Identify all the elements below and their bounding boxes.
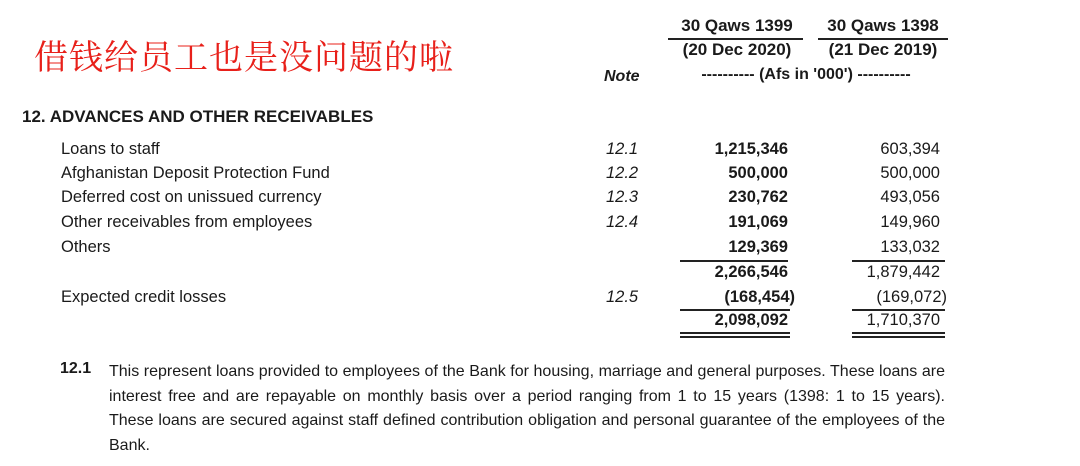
row-current-value: 191,069 — [728, 213, 788, 231]
row-prior-value: 603,394 — [880, 140, 940, 158]
row-current-value: 500,000 — [728, 164, 788, 182]
subtotal-rule-prior — [852, 260, 945, 262]
total-prior-value: 1,710,370 — [866, 311, 940, 329]
note-column-header: Note — [604, 68, 640, 85]
row-label: Loans to staff — [61, 140, 160, 158]
row-label: Afghanistan Deposit Protection Fund — [61, 164, 330, 182]
row-prior-value: (169,072) — [876, 288, 947, 306]
footnote-text: This represent loans provided to employees of the Bank for housing, marriage and general purposes. These loans are interest free and are repayable on monthly basis over a period ranging from 1 to 15 years (1398: 1 to 15 years). These loans are secured against staff defined contribution obligation and personal guarantee of the employees of the Bank. — [109, 363, 945, 454]
footnote-number: 12.1 — [60, 360, 92, 377]
row-current-value: 129,369 — [728, 238, 788, 256]
row-label: Expected credit losses — [61, 288, 227, 306]
row-note: 12.3 — [606, 188, 639, 206]
total-double-rule-2-current — [680, 336, 790, 338]
col-current-period-title: 30 Qaws 1399 — [681, 16, 793, 35]
row-current-value: 230,762 — [728, 188, 788, 206]
total-double-rule-2-prior — [852, 336, 945, 338]
row-prior-value: 149,960 — [880, 213, 940, 231]
header-underline-prior — [818, 38, 948, 40]
row-label: Others — [61, 238, 111, 256]
row-note: 12.2 — [606, 164, 639, 182]
row-label: Deferred cost on unissued currency — [61, 188, 322, 206]
row-note: 12.5 — [606, 288, 639, 306]
col-prior-period-title: 30 Qaws 1398 — [827, 16, 939, 35]
header-underline-current — [668, 38, 803, 40]
subtotal-rule-current — [680, 260, 788, 262]
row-current-value: 1,215,346 — [714, 140, 788, 158]
overlay-caption: 借钱给员工也是没问题的啦 — [34, 38, 454, 78]
units-line: ---------- (Afs in '000') ---------- — [701, 66, 911, 83]
total-current-value: 2,098,092 — [714, 311, 788, 329]
col-prior-period-date: (21 Dec 2019) — [828, 40, 938, 59]
row-current-value: (168,454) — [724, 288, 795, 306]
subtotal-current-value: 2,266,546 — [714, 263, 788, 281]
row-note: 12.4 — [606, 213, 639, 231]
row-prior-value: 133,032 — [880, 238, 940, 256]
subtotal-prior-value: 1,879,442 — [866, 263, 940, 281]
row-note: 12.1 — [606, 140, 639, 158]
section-title: 12. ADVANCES AND OTHER RECEIVABLES — [22, 107, 374, 126]
row-prior-value: 500,000 — [880, 164, 940, 182]
col-current-period-date: (20 Dec 2020) — [682, 40, 792, 59]
total-double-rule-1-prior — [852, 332, 945, 334]
row-label: Other receivables from employees — [61, 213, 313, 231]
row-prior-value: 493,056 — [880, 188, 940, 206]
total-double-rule-1-current — [680, 332, 790, 334]
